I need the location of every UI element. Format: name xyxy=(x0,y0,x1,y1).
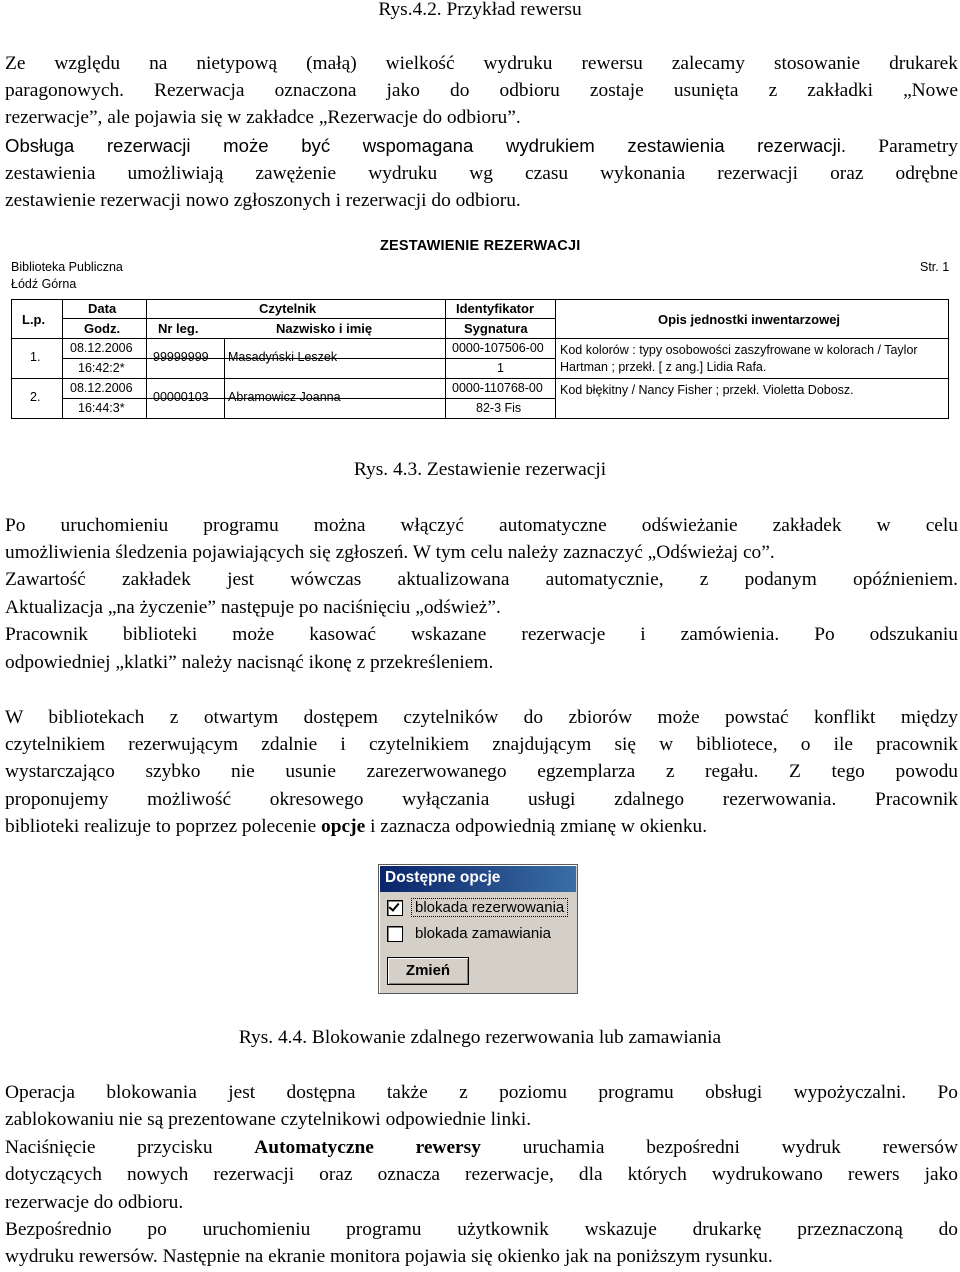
report-city: Łódź Górna xyxy=(11,277,77,291)
row-1-date: 08.12.2006 xyxy=(70,341,133,355)
row-2-name: Abramowicz Joanna xyxy=(228,390,341,404)
paragraph-3-line-1: Po uruchomieniu programu można włączyć automatyczne odświeżanie zakładek w celu xyxy=(5,515,958,536)
paragraph-1-line-3: rezerwacje”, ale pojawia się w zakładce „Rezerwacje do odbioru”. xyxy=(5,107,521,128)
paragraph-5-line-3: wystarczająco szybko nie usunie zarezerwowanego egzemplarza z regału. Z tego powodu xyxy=(5,761,958,782)
row-1-sygnatura: 1 xyxy=(497,361,504,375)
dialog-title-bar xyxy=(380,866,576,892)
header-nazwisko: Nazwisko i imię xyxy=(276,321,373,336)
row-2-identyfikator: 0000-110768-00 xyxy=(452,381,543,395)
header-nr-leg: Nr leg. xyxy=(158,321,199,336)
header-lp: L.p. xyxy=(22,312,46,327)
figure-caption-4-4: Rys. 4.4. Blokowanie zdalnego rezerwowania lub zamawiania xyxy=(238,1027,722,1048)
paragraph-2-line-1 xyxy=(5,132,958,160)
paragraph-5-text-a: biblioteki realizuje to poprzez polecenie xyxy=(5,816,317,837)
option-1-label: blokada rezerwowania xyxy=(411,898,568,917)
row-2-sygnatura: 82-3 Fis xyxy=(476,401,522,415)
paragraph-5-line-2: czytelnikiem rezerwującym zdalnie i czytelnikiem znajdującym się w bibliotece, o ile pracownik xyxy=(5,734,958,755)
report-table xyxy=(11,299,949,419)
checkbox-unchecked-icon[interactable] xyxy=(387,926,403,942)
figure-caption-4-3: Rys. 4.3. Zestawienie rezerwacji xyxy=(353,459,607,480)
paragraph-3-line-4: Aktualizacja „na życzenie” następuje po naciśnięciu „odśwież”. xyxy=(5,597,501,618)
paragraph-7-line-1 xyxy=(5,1134,958,1161)
paragraph-5-line-5 xyxy=(5,813,958,840)
header-identyfikator: Identyfikator xyxy=(456,301,535,316)
header-data: Data xyxy=(88,301,117,316)
row-1-opis-line-1: Kod kolorów : typy osobowości zaszyfrowane w kolorach / Taylor xyxy=(560,343,918,357)
options-dialog xyxy=(378,864,578,994)
paragraph-6-line-1: Operacja blokowania jest dostępna także z poziomu programu obsługi wypożyczalni. Po xyxy=(5,1082,958,1103)
row-1-identyfikator: 0000-107506-00 xyxy=(452,341,544,355)
row-2-lp: 2. xyxy=(30,390,41,404)
row-1-name: Masadyński Leszek xyxy=(228,350,338,364)
header-sygnatura: Sygnatura xyxy=(464,321,528,336)
row-1-opis-line-2: Hartman ; przekł. [ z ang.] Lidia Rafa. xyxy=(560,360,767,374)
report-title: ZESTAWIENIE REZERWACJI xyxy=(380,238,581,254)
paragraph-4-line-2: odpowiedniej „klatki” należy nacisnąć ikonę z przekreśleniem. xyxy=(5,652,494,673)
table-divider xyxy=(12,338,948,339)
paragraph-1-line-2: paragonowych. Rezerwacja oznaczona jako do odbioru zostaje usunięta z zakładki „Nowe xyxy=(5,80,958,101)
header-czytelnik: Czytelnik xyxy=(259,301,317,316)
table-divider xyxy=(12,378,948,379)
option-blokada-zamawiania[interactable] xyxy=(387,925,551,942)
table-divider xyxy=(555,300,556,418)
figure-caption-4-2: Rys.4.2. Przykład rewersu xyxy=(378,0,582,20)
paragraph-5-line-1: W bibliotekach z otwartym dostępem czytelników do zbiorów może powstać konflikt między xyxy=(5,707,958,728)
paragraph-7-line-2: dotyczących nowych rezerwacji oraz oznacza rezerwacje, dla których wydrukowano rewers jako xyxy=(5,1164,958,1185)
option-blokada-rezerwowania[interactable] xyxy=(387,899,568,916)
paragraph-5-text-c: i zaznacza odpowiednią zmianę w okienku. xyxy=(370,816,708,837)
reservation-report xyxy=(8,236,952,422)
table-divider xyxy=(62,318,555,319)
row-1-lp: 1. xyxy=(30,350,41,364)
paragraph-3-line-3: Zawartość zakładek jest wówczas aktualizowana automatycznie, z podanym opóźnieniem. xyxy=(5,569,958,590)
row-2-date: 08.12.2006 xyxy=(70,381,133,395)
dialog-title: Dostępne opcje xyxy=(385,869,501,886)
paragraph-8-line-2: wydruku rewersów. Następnie na ekranie monitora pojawia się okienko jak na poniższym rysunku. xyxy=(5,1246,773,1267)
row-2-time: 16:44:3* xyxy=(78,401,125,415)
report-library-name: Biblioteka Publiczna xyxy=(11,260,123,274)
paragraph-2-line-3: zestawienie rezerwacji nowo zgłoszonych i rezerwacji do odbioru. xyxy=(5,190,521,211)
paragraph-2-serif-part: Parametry xyxy=(878,136,958,157)
paragraph-2-line-2: zestawienia umożliwiają zawężenie wydruku wg czasu wykonania rezerwacji oraz odrębne xyxy=(5,163,958,184)
opcje-command-label: opcje xyxy=(321,816,366,837)
automatyczne-rewersy-label: Automatyczne rewersy xyxy=(254,1137,481,1158)
row-1-time: 16:42:2* xyxy=(78,361,125,375)
header-opis: Opis jednostki inwentarzowej xyxy=(658,312,841,327)
paragraph-5-line-4: proponujemy możliwość okresowego wyłączania usługi zdalnego rezerwowania. Pracownik xyxy=(5,789,958,810)
row-2-opis-line-1: Kod błękitny / Nancy Fisher ; przekł. Violetta Dobosz. xyxy=(560,383,854,397)
paragraph-2-sans-part: Obsługa rezerwacji może być wspomagana wydrukiem zestawienia rezerwacji. xyxy=(5,135,847,156)
checkbox-checked-icon[interactable] xyxy=(387,900,403,916)
paragraph-7-line-3: rezerwacje do odbioru. xyxy=(5,1192,184,1213)
report-page-number: Str. 1 xyxy=(920,260,950,274)
paragraph-1-line-1: Ze względu na nietypową (małą) wielkość wydruku rewersu zalecamy stosowanie drukarek xyxy=(5,53,958,74)
paragraph-7-text-a: Naciśnięcie przycisku xyxy=(5,1137,213,1158)
row-2-nr-leg: 00000103 xyxy=(153,390,209,404)
header-godz: Godz. xyxy=(84,321,121,336)
zmien-button[interactable]: Zmień xyxy=(387,957,469,985)
paragraph-6-line-2: zablokowaniu nie są prezentowane czytelnikowi odpowiednie linki. xyxy=(5,1109,532,1130)
paragraph-8-line-1: Bezpośrednio po uruchomieniu programu użytkownik wskazuje drukarkę przeznaczoną do xyxy=(5,1219,958,1240)
paragraph-3-line-2: umożliwienia śledzenia pojawiających się zgłoszeń. W tym celu należy zaznaczyć „Odświeżaj co”. xyxy=(5,542,775,563)
paragraph-4-line-1: Pracownik biblioteki może kasować wskazane rezerwacje i zamówienia. Po odszukaniu xyxy=(5,624,958,645)
row-1-nr-leg: 99999999 xyxy=(153,350,209,364)
option-2-label: blokada zamawiania xyxy=(415,925,551,942)
paragraph-7-text-c: uruchamia bezpośredni wydruk rewersów xyxy=(522,1137,958,1158)
